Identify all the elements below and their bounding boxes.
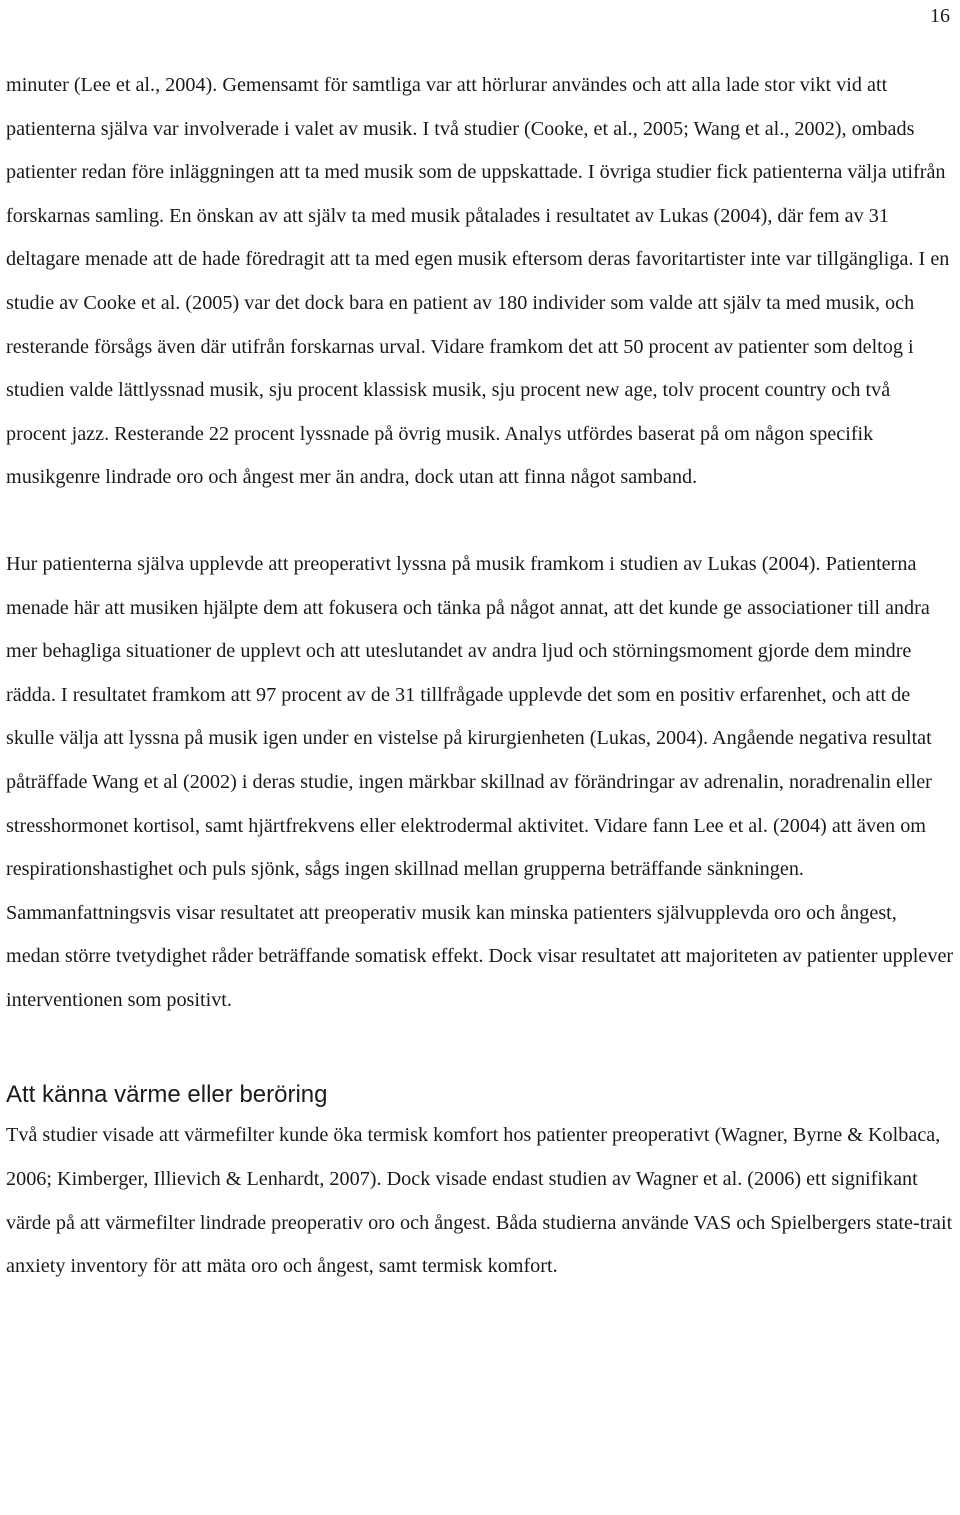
body-paragraph: Två studier visade att värmefilter kunde öka termisk komfort hos patienter preoperativt (Wagner, Byrne & Kolbaca, 2006; Kimberger, Illievich & Lenhardt, 2007). Dock visade endast studien av Wagner et al. (2006) ett signifikant värde på att värmefilter lindrade preoperativ oro och ångest. Båda studierna använde VAS och Spielbergers state-trait anxiety inventory för att mäta oro och ångest, samt termisk komfort. (6, 1124, 953, 1278)
body-paragraph: minuter (Lee et al., 2004). Gemensamt för samtliga var att hörlurar användes och att alla lade stor vikt vid att patienterna själva var involverade i valet av musik. I två studier (Cooke, et al., 2005; Wang et al., 2002), ombads patienter redan före inläggningen att ta med musik som de uppskattade. I övriga studier fick patienterna välja utifrån forskarnas samling. En önskan av att själv ta med musik påtalades i resultatet av Lukas (2004), där fem av 31 deltagare menade att de hade föredragit att ta med egen musik eftersom deras favoritartister inte var tillgängliga. I en studie av Cooke et al. (2005) var det dock bara en patient av 180 individer som valde att själv ta med musik, och resterande försågs även där utifrån forskarnas urval. Vidare framkom det att 50 procent av patienter som deltog i studien valde lättlyssnad musik, sju procent klassisk musik, sju procent new age, tolv procent country och två procent jazz. Resterande 22 procent lyssnade på övrig musik. Analys utfördes baserat på om någon specifik musikgenre lindrade oro och ångest mer än andra, dock utan att finna något samband. (6, 74, 950, 489)
section-heading: Att känna värme eller beröring (6, 1081, 328, 1109)
page-number: 16 (930, 5, 950, 27)
body-paragraph: Hur patienterna själva upplevde att preoperativt lyssna på musik framkom i studien av Lukas (2004). Patienterna menade här att musiken hjälpte dem att fokusera och tänka på något annat, att det kunde ge associationer till andra mer behagliga situationer de upplevt och att uteslutandet av andra ljud och störningsmoment gjorde dem mindre rädda. I resultatet framkom att 97 procent av de 31 tillfrågade upplevde det som en positiv erfarenhet, och att de skulle välja att lyssna på musik igen under en vistelse på kirurgienheten (Lukas, 2004). Angående negativa resultat påträffade Wang et al (2002) i deras studie, ingen märkbar skillnad av förändringar av adrenalin, noradrenalin eller stresshormonet kortisol, samt hjärtfrekvens eller elektrodermal aktivitet. Vidare fann Lee et al. (2004) att även om respirationshastighet och puls sjönk, sågs ingen skillnad mellan grupperna beträffande sänkningen. Sammanfattningsvis visar resultatet att preoperativ musik kan minska patienters självupplevda oro och ångest, medan större tvetydighet råder beträffande somatisk effekt. Dock visar resultatet att majoriteten av patienter upplever interventionen som positivt. (6, 552, 954, 1011)
document-body (6, 64, 954, 1289)
